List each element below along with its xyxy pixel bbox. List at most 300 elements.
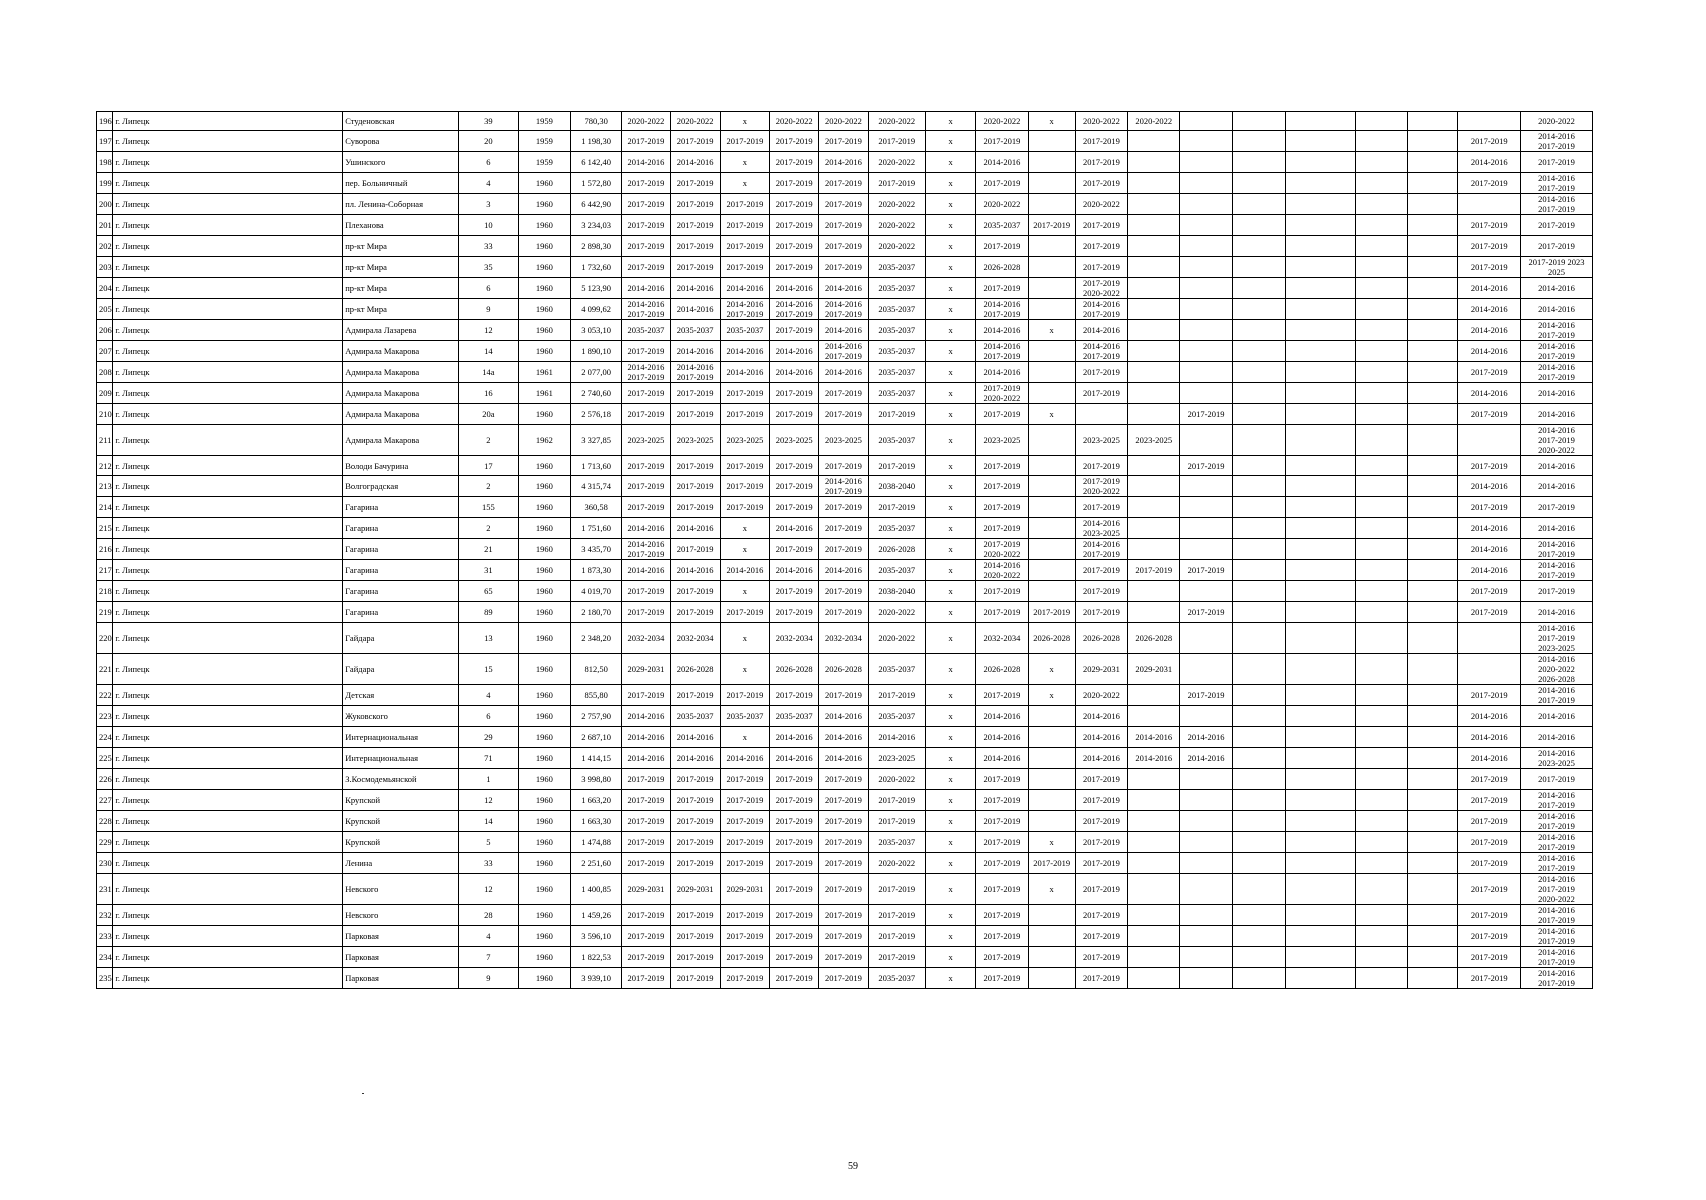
term-9-cell: [1028, 497, 1075, 518]
table-row: [97, 727, 1593, 748]
year-built-cell: 1960: [518, 706, 570, 727]
term-8-cell: 2020-2022: [976, 112, 1028, 131]
term-14-cell: [1286, 131, 1356, 152]
term-17-cell: 2017-2019: [1458, 685, 1521, 706]
term-4-cell: 2017-2019: [770, 968, 819, 989]
term-2-cell: 2017-2019: [670, 602, 720, 623]
term-10-cell: 2017-2019: [1075, 769, 1127, 790]
term-14-cell: [1286, 811, 1356, 832]
term-1-cell: 2017-2019: [622, 173, 670, 194]
term-3-cell: х: [720, 623, 769, 654]
area-cell: 1 713,60: [571, 456, 622, 476]
table-row: [97, 173, 1593, 194]
term-6-cell: 2035-2037: [868, 968, 925, 989]
term-4-cell: 2017-2019: [770, 404, 819, 425]
term-8-cell: 2017-2019 2020-2022: [976, 539, 1028, 560]
term-13-cell: [1232, 112, 1285, 131]
term-9-cell: х: [1028, 112, 1075, 131]
row-number-cell: 224: [97, 727, 113, 748]
term-4-cell: 2014-2016: [770, 727, 819, 748]
term-10-cell: 2023-2025: [1075, 425, 1127, 456]
term-9-cell: [1028, 947, 1075, 968]
term-12-cell: [1180, 968, 1232, 989]
term-11-cell: [1128, 811, 1180, 832]
housing-register-table: [96, 111, 1593, 989]
street-cell: Гайдара: [343, 623, 459, 654]
term-14-cell: [1286, 727, 1356, 748]
term-6-cell: 2017-2019: [868, 404, 925, 425]
house-number-cell: 29: [459, 727, 519, 748]
term-8-cell: 2026-2028: [976, 257, 1028, 278]
term-2-cell: 2017-2019: [670, 215, 720, 236]
term-3-cell: 2014-2016: [720, 748, 769, 769]
term-3-cell: 2017-2019: [720, 853, 769, 874]
term-18-cell: 2014-2016 2017-2019: [1521, 811, 1593, 832]
city-cell: г. Липецк: [113, 362, 343, 383]
term-6-cell: 2020-2022: [868, 623, 925, 654]
term-18-cell: 2014-2016: [1521, 602, 1593, 623]
area-cell: 3 998,80: [571, 769, 622, 790]
term-12-cell: [1180, 654, 1232, 685]
term-11-cell: [1128, 518, 1180, 539]
street-cell: Студеновская: [343, 112, 459, 131]
year-built-cell: 1959: [518, 112, 570, 131]
term-7-cell: х: [925, 727, 975, 748]
term-11-cell: [1128, 194, 1180, 215]
term-10-cell: 2014-2016 2017-2019: [1075, 341, 1127, 362]
term-17-cell: 2014-2016: [1458, 727, 1521, 748]
term-15-cell: [1355, 215, 1407, 236]
term-14-cell: [1286, 706, 1356, 727]
term-8-cell: 2017-2019: [976, 581, 1028, 602]
term-4-cell: 2014-2016: [770, 748, 819, 769]
year-built-cell: 1960: [518, 769, 570, 790]
term-1-cell: 2017-2019: [622, 341, 670, 362]
house-number-cell: 2: [459, 518, 519, 539]
term-7-cell: х: [925, 926, 975, 947]
table-row: [97, 341, 1593, 362]
row-number-cell: 233: [97, 926, 113, 947]
street-cell: Гагарина: [343, 518, 459, 539]
term-15-cell: [1355, 362, 1407, 383]
term-3-cell: 2017-2019: [720, 131, 769, 152]
term-12-cell: [1180, 790, 1232, 811]
term-6-cell: 2035-2037: [868, 299, 925, 320]
term-16-cell: [1408, 947, 1458, 968]
street-cell: пр-кт Мира: [343, 257, 459, 278]
term-6-cell: 2014-2016: [868, 727, 925, 748]
term-2-cell: 2014-2016: [670, 299, 720, 320]
term-12-cell: [1180, 623, 1232, 654]
row-number-cell: 214: [97, 497, 113, 518]
table-row: [97, 425, 1593, 456]
term-12-cell: 2017-2019: [1180, 685, 1232, 706]
table-row: [97, 278, 1593, 299]
term-8-cell: 2017-2019: [976, 926, 1028, 947]
street-cell: Интернациональная: [343, 727, 459, 748]
city-cell: г. Липецк: [113, 947, 343, 968]
term-7-cell: х: [925, 152, 975, 173]
term-3-cell: 2017-2019: [720, 968, 769, 989]
city-cell: г. Липецк: [113, 257, 343, 278]
year-built-cell: 1960: [518, 215, 570, 236]
term-1-cell: 2014-2016: [622, 706, 670, 727]
term-10-cell: 2017-2019 2020-2022: [1075, 278, 1127, 299]
term-9-cell: [1028, 811, 1075, 832]
term-18-cell: 2014-2016: [1521, 404, 1593, 425]
term-15-cell: [1355, 905, 1407, 926]
term-13-cell: [1232, 257, 1285, 278]
table-row: [97, 497, 1593, 518]
term-12-cell: [1180, 832, 1232, 853]
term-17-cell: 2017-2019: [1458, 926, 1521, 947]
area-cell: 4 315,74: [571, 476, 622, 497]
page-number: 59: [848, 1161, 858, 1172]
term-6-cell: 2038-2040: [868, 476, 925, 497]
term-1-cell: 2017-2019: [622, 497, 670, 518]
term-12-cell: [1180, 947, 1232, 968]
street-cell: пер. Больничный: [343, 173, 459, 194]
row-number-cell: 232: [97, 905, 113, 926]
term-14-cell: [1286, 320, 1356, 341]
year-built-cell: 1960: [518, 905, 570, 926]
table-row: [97, 706, 1593, 727]
term-9-cell: х: [1028, 654, 1075, 685]
term-2-cell: 2017-2019: [670, 131, 720, 152]
area-cell: 4 019,70: [571, 581, 622, 602]
table-row: [97, 926, 1593, 947]
term-5-cell: 2014-2016 2017-2019: [819, 341, 868, 362]
row-number-cell: 216: [97, 539, 113, 560]
street-cell: З.Космодемьянской: [343, 769, 459, 790]
term-13-cell: [1232, 152, 1285, 173]
street-cell: Крупской: [343, 832, 459, 853]
term-7-cell: х: [925, 539, 975, 560]
house-number-cell: 14: [459, 341, 519, 362]
term-5-cell: 2026-2028: [819, 654, 868, 685]
table-row: [97, 560, 1593, 581]
street-cell: пл. Ленина-Соборная: [343, 194, 459, 215]
term-13-cell: [1232, 173, 1285, 194]
term-7-cell: х: [925, 654, 975, 685]
term-16-cell: [1408, 215, 1458, 236]
term-1-cell: 2014-2016: [622, 727, 670, 748]
term-9-cell: [1028, 131, 1075, 152]
city-cell: г. Липецк: [113, 425, 343, 456]
term-12-cell: [1180, 497, 1232, 518]
term-11-cell: [1128, 497, 1180, 518]
term-13-cell: [1232, 727, 1285, 748]
term-18-cell: 2014-2016: [1521, 518, 1593, 539]
term-7-cell: х: [925, 968, 975, 989]
term-18-cell: 2014-2016: [1521, 299, 1593, 320]
term-18-cell: 2014-2016 2017-2019: [1521, 905, 1593, 926]
term-14-cell: [1286, 456, 1356, 476]
term-18-cell: 2014-2016 2017-2019: [1521, 926, 1593, 947]
term-14-cell: [1286, 497, 1356, 518]
term-9-cell: [1028, 299, 1075, 320]
term-12-cell: [1180, 425, 1232, 456]
house-number-cell: 9: [459, 968, 519, 989]
term-2-cell: 2014-2016: [670, 518, 720, 539]
house-number-cell: 65: [459, 581, 519, 602]
term-16-cell: [1408, 926, 1458, 947]
term-7-cell: х: [925, 560, 975, 581]
term-4-cell: 2017-2019: [770, 769, 819, 790]
term-17-cell: 2014-2016: [1458, 748, 1521, 769]
term-5-cell: 2014-2016: [819, 320, 868, 341]
term-15-cell: [1355, 257, 1407, 278]
term-1-cell: 2017-2019: [622, 404, 670, 425]
house-number-cell: 3: [459, 194, 519, 215]
city-cell: г. Липецк: [113, 215, 343, 236]
year-built-cell: 1960: [518, 456, 570, 476]
row-number-cell: 228: [97, 811, 113, 832]
term-13-cell: [1232, 560, 1285, 581]
term-10-cell: 2020-2022: [1075, 194, 1127, 215]
year-built-cell: 1960: [518, 299, 570, 320]
term-13-cell: [1232, 497, 1285, 518]
term-10-cell: 2017-2019: [1075, 874, 1127, 905]
house-number-cell: 21: [459, 539, 519, 560]
term-4-cell: 2017-2019: [770, 926, 819, 947]
term-2-cell: 2017-2019: [670, 257, 720, 278]
term-15-cell: [1355, 131, 1407, 152]
term-4-cell: 2014-2016: [770, 518, 819, 539]
term-10-cell: 2014-2016 2017-2019: [1075, 299, 1127, 320]
term-7-cell: х: [925, 811, 975, 832]
term-10-cell: 2014-2016: [1075, 748, 1127, 769]
term-17-cell: 2014-2016: [1458, 518, 1521, 539]
term-15-cell: [1355, 832, 1407, 853]
term-6-cell: 2035-2037: [868, 425, 925, 456]
term-17-cell: 2017-2019: [1458, 853, 1521, 874]
term-8-cell: 2014-2016 2017-2019: [976, 341, 1028, 362]
term-17-cell: 2014-2016: [1458, 278, 1521, 299]
term-4-cell: 2017-2019: [770, 236, 819, 257]
term-17-cell: 2014-2016: [1458, 341, 1521, 362]
term-1-cell: 2014-2016: [622, 518, 670, 539]
term-2-cell: 2017-2019: [670, 236, 720, 257]
term-15-cell: [1355, 947, 1407, 968]
term-4-cell: 2017-2019: [770, 874, 819, 905]
term-6-cell: 2035-2037: [868, 341, 925, 362]
term-6-cell: 2035-2037: [868, 257, 925, 278]
term-9-cell: [1028, 257, 1075, 278]
term-7-cell: х: [925, 278, 975, 299]
term-12-cell: 2014-2016: [1180, 748, 1232, 769]
area-cell: 1 414,15: [571, 748, 622, 769]
term-18-cell: 2014-2016 2017-2019: [1521, 832, 1593, 853]
row-number-cell: 213: [97, 476, 113, 497]
term-4-cell: 2017-2019: [770, 685, 819, 706]
row-number-cell: 196: [97, 112, 113, 131]
table-row: [97, 383, 1593, 404]
term-8-cell: 2017-2019: [976, 790, 1028, 811]
area-cell: 3 435,70: [571, 539, 622, 560]
term-12-cell: [1180, 173, 1232, 194]
term-5-cell: 2014-2016: [819, 152, 868, 173]
term-4-cell: 2014-2016: [770, 341, 819, 362]
term-11-cell: [1128, 905, 1180, 926]
row-number-cell: 226: [97, 769, 113, 790]
term-17-cell: 2017-2019: [1458, 257, 1521, 278]
row-number-cell: 227: [97, 790, 113, 811]
term-2-cell: 2017-2019: [670, 685, 720, 706]
term-13-cell: [1232, 706, 1285, 727]
term-2-cell: 2035-2037: [670, 706, 720, 727]
city-cell: г. Липецк: [113, 112, 343, 131]
term-12-cell: 2017-2019: [1180, 560, 1232, 581]
term-10-cell: 2017-2019: [1075, 236, 1127, 257]
term-12-cell: 2017-2019: [1180, 404, 1232, 425]
street-cell: Ленина: [343, 853, 459, 874]
term-1-cell: 2032-2034: [622, 623, 670, 654]
term-18-cell: 2017-2019: [1521, 152, 1593, 173]
term-14-cell: [1286, 173, 1356, 194]
table-row: [97, 685, 1593, 706]
area-cell: 2 687,10: [571, 727, 622, 748]
term-16-cell: [1408, 476, 1458, 497]
term-2-cell: 2017-2019: [670, 404, 720, 425]
table-row: [97, 968, 1593, 989]
term-1-cell: 2017-2019: [622, 968, 670, 989]
year-built-cell: 1960: [518, 748, 570, 769]
term-8-cell: 2020-2022: [976, 194, 1028, 215]
term-5-cell: 2017-2019: [819, 926, 868, 947]
term-6-cell: 2023-2025: [868, 748, 925, 769]
term-18-cell: 2014-2016 2017-2019: [1521, 685, 1593, 706]
term-11-cell: 2026-2028: [1128, 623, 1180, 654]
term-4-cell: 2017-2019: [770, 194, 819, 215]
term-14-cell: [1286, 236, 1356, 257]
term-4-cell: 2014-2016 2017-2019: [770, 299, 819, 320]
term-7-cell: х: [925, 748, 975, 769]
row-number-cell: 208: [97, 362, 113, 383]
term-13-cell: [1232, 194, 1285, 215]
term-14-cell: [1286, 476, 1356, 497]
term-2-cell: 2017-2019: [670, 769, 720, 790]
term-17-cell: 2014-2016: [1458, 476, 1521, 497]
term-12-cell: [1180, 194, 1232, 215]
term-11-cell: [1128, 278, 1180, 299]
term-12-cell: [1180, 383, 1232, 404]
term-9-cell: [1028, 278, 1075, 299]
term-9-cell: [1028, 476, 1075, 497]
term-15-cell: [1355, 926, 1407, 947]
year-built-cell: 1960: [518, 539, 570, 560]
house-number-cell: 2: [459, 425, 519, 456]
term-8-cell: 2017-2019: [976, 832, 1028, 853]
term-18-cell: 2014-2016 2017-2019: [1521, 560, 1593, 581]
term-3-cell: 2014-2016: [720, 278, 769, 299]
term-17-cell: 2017-2019: [1458, 968, 1521, 989]
term-17-cell: 2014-2016: [1458, 706, 1521, 727]
area-cell: 1 400,85: [571, 874, 622, 905]
house-number-cell: 20а: [459, 404, 519, 425]
term-2-cell: 2017-2019: [670, 947, 720, 968]
term-1-cell: 2017-2019: [622, 236, 670, 257]
term-17-cell: [1458, 112, 1521, 131]
year-built-cell: 1961: [518, 362, 570, 383]
term-10-cell: 2017-2019: [1075, 790, 1127, 811]
term-8-cell: 2026-2028: [976, 654, 1028, 685]
house-number-cell: 5: [459, 832, 519, 853]
table-row: [97, 257, 1593, 278]
term-16-cell: [1408, 706, 1458, 727]
term-2-cell: 2017-2019: [670, 497, 720, 518]
row-number-cell: 221: [97, 654, 113, 685]
term-8-cell: 2017-2019: [976, 874, 1028, 905]
table-row: [97, 623, 1593, 654]
term-10-cell: 2014-2016 2023-2025: [1075, 518, 1127, 539]
term-7-cell: х: [925, 623, 975, 654]
term-3-cell: х: [720, 581, 769, 602]
term-8-cell: 2017-2019: [976, 968, 1028, 989]
term-15-cell: [1355, 623, 1407, 654]
term-7-cell: х: [925, 425, 975, 456]
term-2-cell: 2029-2031: [670, 874, 720, 905]
term-6-cell: 2035-2037: [868, 518, 925, 539]
year-built-cell: 1961: [518, 383, 570, 404]
term-16-cell: [1408, 602, 1458, 623]
term-8-cell: 2017-2019: [976, 853, 1028, 874]
term-5-cell: 2017-2019: [819, 947, 868, 968]
term-5-cell: 2017-2019: [819, 811, 868, 832]
term-7-cell: х: [925, 497, 975, 518]
term-6-cell: 2017-2019: [868, 173, 925, 194]
year-built-cell: 1962: [518, 425, 570, 456]
term-4-cell: 2017-2019: [770, 476, 819, 497]
term-14-cell: [1286, 926, 1356, 947]
term-9-cell: [1028, 748, 1075, 769]
term-7-cell: х: [925, 131, 975, 152]
term-18-cell: 2014-2016 2017-2019: [1521, 853, 1593, 874]
term-17-cell: [1458, 654, 1521, 685]
year-built-cell: 1960: [518, 968, 570, 989]
term-6-cell: 2020-2022: [868, 152, 925, 173]
house-number-cell: 15: [459, 654, 519, 685]
term-2-cell: 2020-2022: [670, 112, 720, 131]
term-9-cell: [1028, 456, 1075, 476]
term-16-cell: [1408, 497, 1458, 518]
table-row: [97, 320, 1593, 341]
term-10-cell: 2014-2016: [1075, 320, 1127, 341]
term-5-cell: 2017-2019: [819, 539, 868, 560]
year-built-cell: 1960: [518, 518, 570, 539]
term-3-cell: 2017-2019: [720, 926, 769, 947]
term-17-cell: [1458, 623, 1521, 654]
term-10-cell: 2017-2019: [1075, 602, 1127, 623]
term-9-cell: [1028, 926, 1075, 947]
city-cell: г. Липецк: [113, 278, 343, 299]
term-11-cell: 2029-2031: [1128, 654, 1180, 685]
street-cell: Детская: [343, 685, 459, 706]
table-row: [97, 581, 1593, 602]
house-number-cell: 10: [459, 215, 519, 236]
street-cell: Жуковского: [343, 706, 459, 727]
term-13-cell: [1232, 362, 1285, 383]
house-number-cell: 155: [459, 497, 519, 518]
area-cell: 1 198,30: [571, 131, 622, 152]
term-5-cell: 2017-2019: [819, 581, 868, 602]
city-cell: г. Липецк: [113, 456, 343, 476]
term-15-cell: [1355, 236, 1407, 257]
city-cell: г. Липецк: [113, 497, 343, 518]
term-9-cell: [1028, 518, 1075, 539]
year-built-cell: 1960: [518, 257, 570, 278]
term-7-cell: х: [925, 456, 975, 476]
